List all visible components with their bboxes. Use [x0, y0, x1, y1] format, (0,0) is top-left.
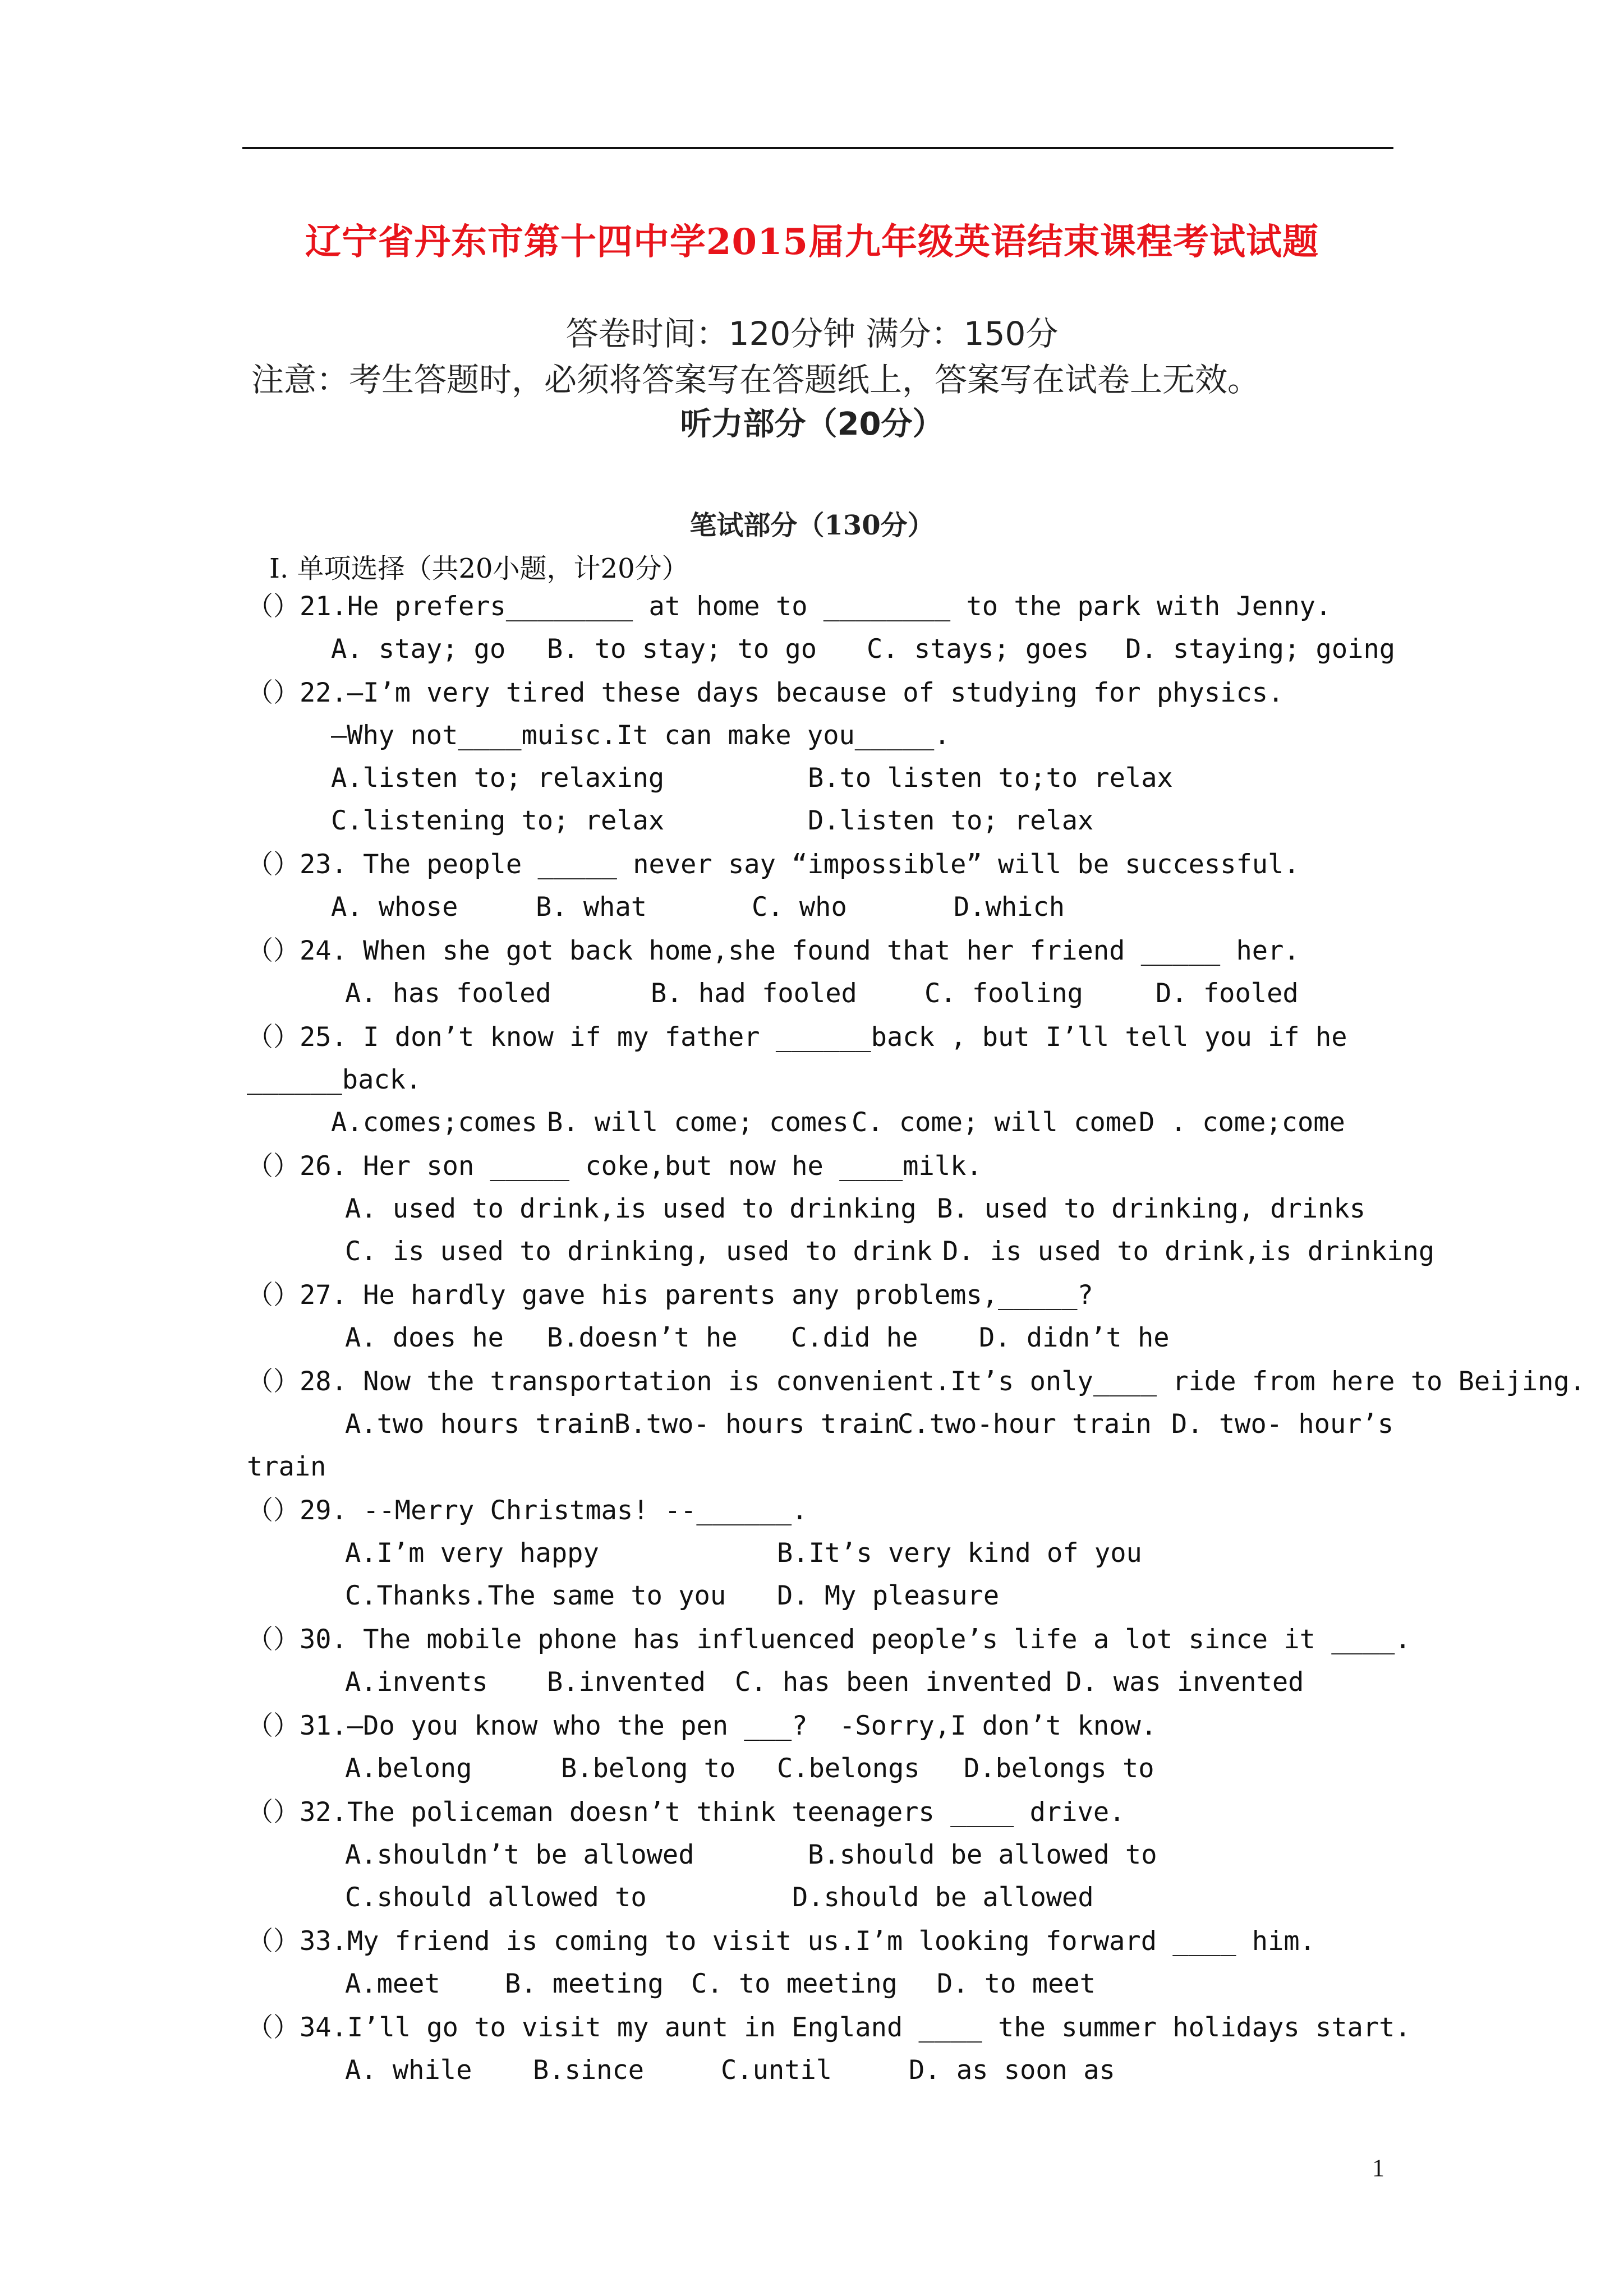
q34-option-d: D. as soon as	[909, 2055, 1115, 2086]
q26-option-d: D. is used to drink,is drinking	[942, 1236, 1435, 1267]
q29-option-a: A.I’m very happy	[345, 1538, 599, 1569]
q29-option-c: C.Thanks.The same to you	[345, 1580, 726, 1611]
q31-option-c: C.belongs	[777, 1753, 920, 1784]
q26-option-c: C. is used to drinking, used to drink	[345, 1236, 932, 1267]
q21-option-b: B. to stay; to go	[547, 634, 817, 665]
time-score-line: 答卷时间：120分钟 满分：150分	[565, 315, 1059, 353]
q26-option-a: A. used to drink,is used to drinking	[345, 1193, 917, 1224]
q28-option-a: A.two hours train	[345, 1409, 615, 1440]
q25-option-c: C. come; will come	[852, 1107, 1138, 1138]
question-22: （）22.—I’m very tired these days because of studying for physics.	[247, 677, 1284, 708]
q22-option-c: C.listening to; relax	[331, 805, 665, 836]
exam-title: 辽宁省丹东市第十四中学2015届九年级英语结束课程考试试题	[305, 221, 1319, 263]
q26-option-b: B. used to drinking, drinks	[937, 1193, 1366, 1224]
question-25: （）25. I don’t know if my father ______back , but I’ll tell you if he	[247, 1022, 1347, 1053]
q23-option-c: C. who	[752, 892, 847, 923]
q27-option-d: D. didn’t he	[979, 1322, 1170, 1353]
q34-option-b: B.since	[533, 2055, 645, 2086]
notice-line: 注意：考生答题时，必须将答案写在答题纸上，答案写在试卷上无效。	[251, 361, 1260, 399]
q22-option-d: D.listen to; relax	[808, 805, 1094, 836]
q21-option-d: D. staying; going	[1125, 634, 1396, 665]
q32-option-a: A.shouldn’t be allowed	[345, 1839, 694, 1870]
q30-option-c: C. has been invented	[735, 1667, 1052, 1698]
question-32: （）32.The policeman doesn’t think teenagers ____ drive.	[247, 1797, 1125, 1828]
question-28: （）28. Now the transportation is convenient.It’s only____ ride from here to Beijing.	[247, 1366, 1586, 1397]
written-heading: 笔试部分（130分）	[689, 510, 935, 541]
q33-option-b: B. meeting	[505, 1968, 664, 1999]
q32-option-b: B.should be allowed to	[808, 1839, 1157, 1870]
q22-reply: —Why not____muisc.It can make you_____.	[331, 720, 950, 751]
q23-option-b: B. what	[536, 892, 647, 923]
q31-option-d: D.belongs to	[964, 1753, 1154, 1784]
q32-option-c: C.should allowed to	[345, 1882, 647, 1913]
question-30: （）30. The mobile phone has influenced people’s life a lot since it ____.	[247, 1624, 1411, 1655]
q34-option-c: C.until	[721, 2055, 832, 2086]
q24-option-c: C. fooling	[924, 978, 1083, 1009]
q30-option-d: D. was invented	[1066, 1667, 1304, 1698]
q33-option-a: A.meet	[345, 1968, 440, 1999]
q28-option-b: B.two- hours train	[614, 1409, 900, 1440]
question-26: （）26. Her son _____ coke,but now he ____milk.	[247, 1151, 982, 1182]
q25-continuation: ______back.	[247, 1064, 422, 1095]
section-heading: I. 单项选择（共20小题，计20分）	[269, 553, 689, 584]
question-27: （）27. He hardly gave his parents any problems,_____?	[247, 1280, 1093, 1311]
q23-option-d: D.which	[954, 892, 1065, 923]
q25-option-b: B. will come; comes	[547, 1107, 849, 1138]
q32-option-d: D.should be allowed	[792, 1882, 1094, 1913]
q30-option-b: B.invented	[547, 1667, 706, 1698]
question-31: （）31.—Do you know who the pen ___? -Sorry,I don’t know.	[247, 1711, 1157, 1741]
question-33: （）33.My friend is coming to visit us.I’m looking forward ____ him.	[247, 1926, 1315, 1957]
q22-option-a: A.listen to; relaxing	[331, 763, 665, 794]
question-24: （）24. When she got back home,she found that her friend _____ her.	[247, 935, 1300, 966]
q31-option-b: B.belong to	[561, 1753, 736, 1784]
q27-option-a: A. does he	[345, 1322, 504, 1353]
q23-option-a: A. whose	[331, 892, 458, 923]
header-rule	[242, 147, 1393, 149]
q22-option-b: B.to listen to;to relax	[808, 763, 1173, 794]
question-34: （）34.I’ll go to visit my aunt in England ____ the summer holidays start.	[247, 2012, 1411, 2043]
q27-option-b: B.doesn’t he	[547, 1322, 738, 1353]
q31-option-a: A.belong	[345, 1753, 472, 1784]
q25-option-a: A.comes;comes	[331, 1107, 537, 1138]
q29-option-b: B.It’s very kind of you	[777, 1538, 1142, 1569]
page-number: 1	[1372, 2154, 1384, 2182]
q28-option-d-continuation: train	[247, 1451, 326, 1482]
q30-option-a: A.invents	[345, 1667, 488, 1698]
q21-option-a: A. stay; go	[331, 634, 506, 665]
q34-option-a: A. while	[345, 2055, 472, 2086]
question-23: （）23. The people _____ never say “impossible” will be successful.	[247, 849, 1300, 880]
q27-option-c: C.did he	[791, 1322, 918, 1353]
q33-option-d: D. to meet	[937, 1968, 1096, 1999]
q33-option-c: C. to meeting	[691, 1968, 898, 1999]
q24-option-a: A. has fooled	[345, 978, 551, 1009]
q24-option-b: B. had fooled	[651, 978, 857, 1009]
q28-option-c: C.two-hour train	[898, 1409, 1152, 1440]
question-21: （）21.He prefers________ at home to ________ to the park with Jenny.	[247, 591, 1332, 622]
q25-option-d: D . come;come	[1139, 1107, 1345, 1138]
q24-option-d: D. fooled	[1156, 978, 1299, 1009]
q28-option-d: D. two- hour’s	[1171, 1409, 1394, 1440]
question-29: （）29. --Merry Christmas! --______.	[247, 1495, 808, 1526]
q21-option-c: C. stays; goes	[867, 634, 1089, 665]
listening-heading: 听力部分（20分）	[680, 406, 944, 442]
q29-option-d: D. My pleasure	[777, 1580, 1000, 1611]
